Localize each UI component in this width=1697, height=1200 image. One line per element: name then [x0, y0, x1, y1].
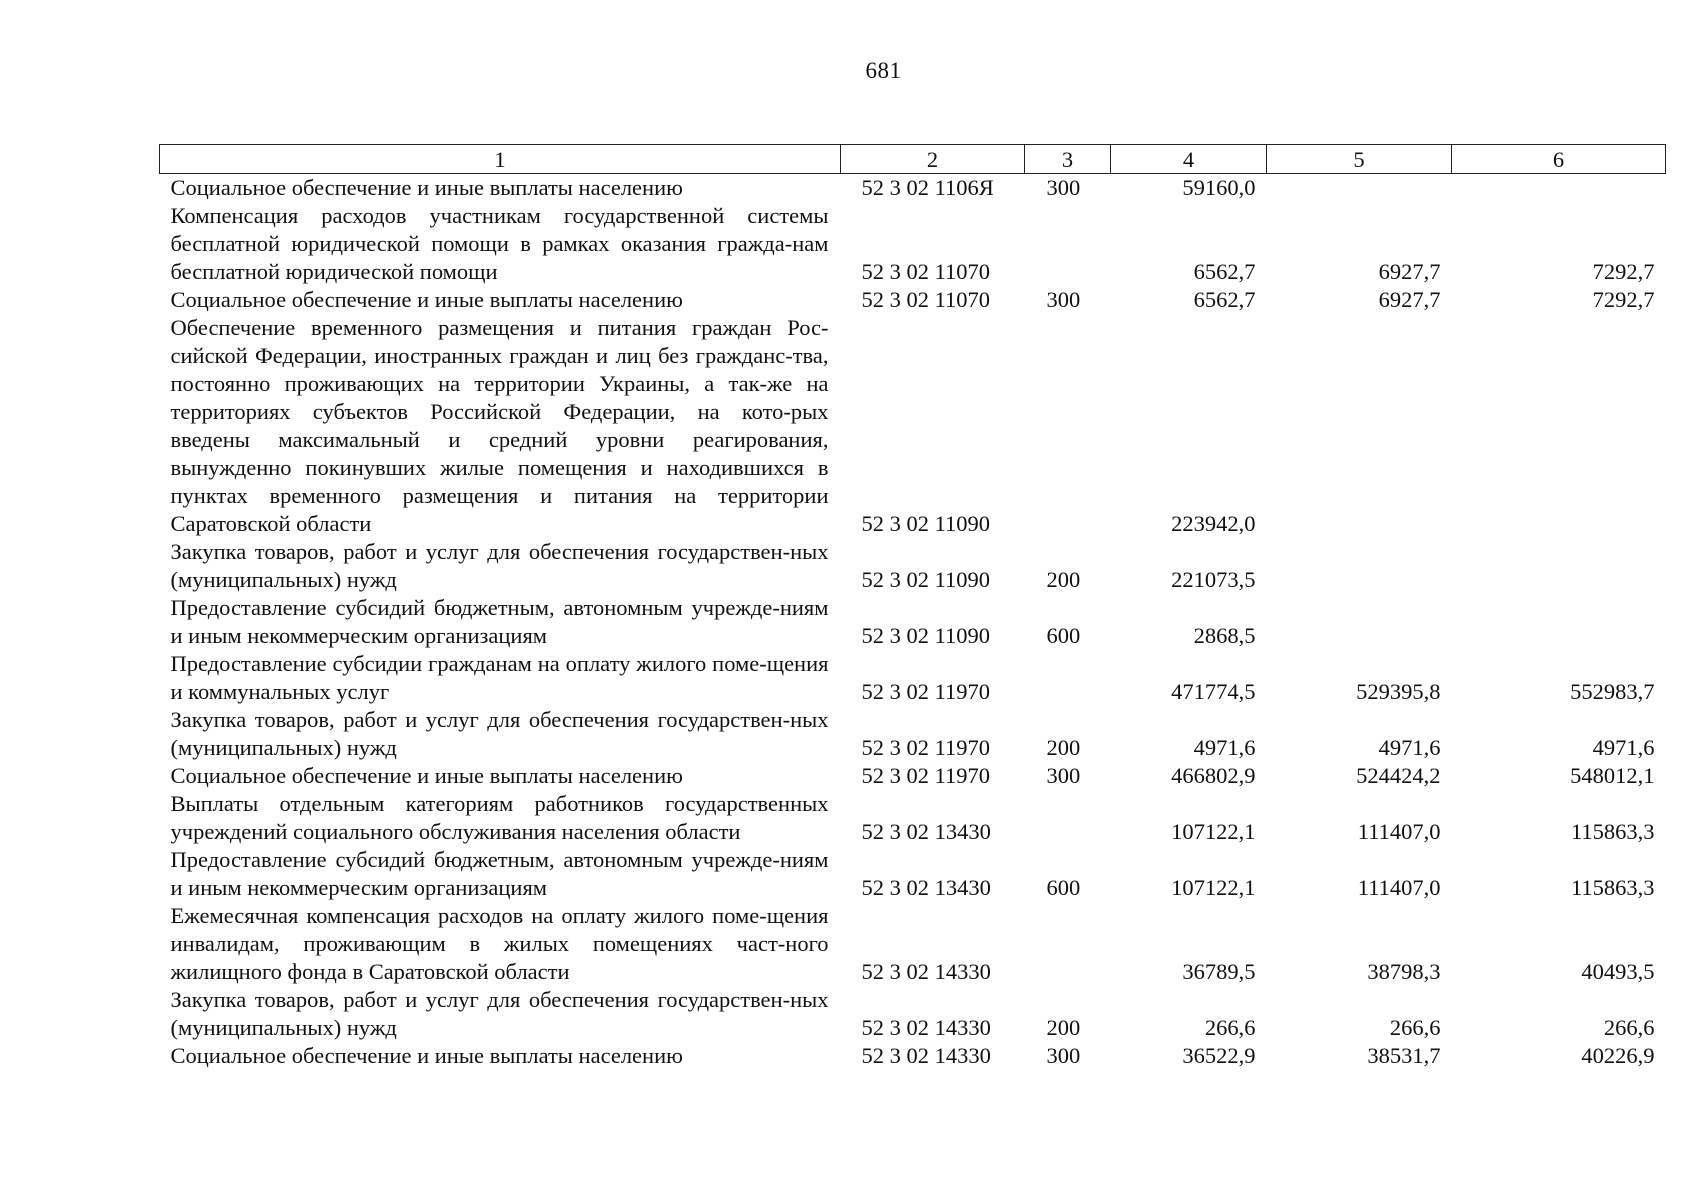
table-row	[160, 286, 1666, 314]
expense-type: 300	[1046, 287, 1081, 312]
amount-col-4: 471774,5	[1171, 679, 1256, 704]
amount-col-5: 111407,0	[1357, 819, 1441, 844]
amount-col-4: 6562,7	[1193, 287, 1256, 312]
target-code: 52 3 02 14330	[861, 959, 991, 984]
item-name: Социальное обеспечение и иные выплаты населению	[170, 287, 683, 312]
target-code: 52 3 02 11970	[861, 679, 991, 704]
amount-col-4: 107122,1	[1171, 875, 1256, 900]
table-row	[160, 986, 1666, 1042]
item-name: Социальное обеспечение и иные выплаты населению	[170, 763, 683, 788]
table-row	[160, 762, 1666, 790]
amount-col-5: 38531,7	[1367, 1043, 1441, 1068]
target-code: 52 3 02 14330	[861, 1015, 991, 1040]
amount-col-6: 7292,7	[1592, 287, 1655, 312]
table-row	[160, 650, 1666, 706]
amount-col-6: 40493,5	[1581, 959, 1655, 984]
amount-col-4: 36522,9	[1182, 1043, 1256, 1068]
expense-type: 300	[1046, 175, 1081, 200]
table-row	[160, 846, 1666, 902]
item-name: Предоставление субсидии гражданам на оплату жилого поме-щения и коммунальных услуг	[170, 651, 829, 704]
column-header-4: 4	[1111, 145, 1267, 174]
table-row	[160, 902, 1666, 986]
table-header	[160, 145, 1666, 174]
amount-col-6: 548012,1	[1570, 763, 1655, 788]
amount-col-6	[1452, 594, 1666, 650]
amount-col-5	[1267, 594, 1452, 650]
item-name: Выплаты отдельным категориям работников государственных учреждений социального обслуживания населения области	[170, 791, 829, 844]
amount-col-6: 266,6	[1603, 1015, 1655, 1040]
amount-col-5	[1267, 538, 1452, 594]
amount-col-4: 6562,7	[1193, 259, 1256, 284]
amount-col-6: 552983,7	[1570, 679, 1655, 704]
amount-col-6: 40226,9	[1581, 1043, 1655, 1068]
amount-col-6: 115863,3	[1570, 875, 1655, 900]
table-row	[160, 174, 1666, 203]
amount-col-6	[1452, 538, 1666, 594]
amount-col-4: 59160,0	[1182, 175, 1256, 200]
amount-col-6	[1452, 314, 1666, 538]
item-name: Предоставление субсидий бюджетным, автономным учрежде-ниям и иным некоммерческим организациям	[170, 847, 829, 900]
expense-type	[1025, 202, 1111, 286]
item-name: Предоставление субсидий бюджетным, автономным учрежде-ниям и иным некоммерческим организациям	[170, 595, 829, 648]
column-header-5: 5	[1267, 145, 1452, 174]
amount-col-5: 524424,2	[1356, 763, 1441, 788]
item-name: Закупка товаров, работ и услуг для обеспечения государствен-ных (муниципальных) нужд	[170, 707, 829, 760]
expense-type: 600	[1046, 623, 1081, 648]
amount-col-4: 466802,9	[1171, 763, 1256, 788]
target-code: 52 3 02 11970	[861, 763, 991, 788]
table-row	[160, 790, 1666, 846]
amount-col-6: 4971,6	[1592, 735, 1655, 760]
table-row	[160, 594, 1666, 650]
item-name: Ежемесячная компенсация расходов на оплату жилого поме-щения инвалидам, проживающим в жилых помещениях част-ного жилищного фонда в Саратовской области	[170, 903, 829, 984]
item-name: Социальное обеспечение и иные выплаты населению	[170, 175, 683, 200]
target-code: 52 3 02 11070	[861, 287, 991, 312]
amount-col-5	[1267, 174, 1452, 203]
expense-type: 300	[1046, 763, 1081, 788]
item-name: Закупка товаров, работ и услуг для обеспечения государствен-ных (муниципальных) нужд	[170, 987, 829, 1040]
item-name: Закупка товаров, работ и услуг для обеспечения государствен-ных (муниципальных) нужд	[170, 539, 829, 592]
item-name: Социальное обеспечение и иные выплаты населению	[170, 1043, 683, 1068]
expense-type	[1025, 650, 1111, 706]
amount-col-4: 4971,6	[1193, 735, 1256, 760]
expense-type: 200	[1046, 1015, 1081, 1040]
amount-col-4: 223942,0	[1171, 511, 1256, 536]
expense-type: 200	[1046, 735, 1081, 760]
column-header-3: 3	[1025, 145, 1111, 174]
expense-type	[1025, 314, 1111, 538]
header-row	[160, 145, 1666, 174]
amount-col-5: 529395,8	[1356, 679, 1441, 704]
table-row	[160, 706, 1666, 762]
target-code: 52 3 02 13430	[861, 875, 991, 900]
expense-type	[1025, 902, 1111, 986]
target-code: 52 3 02 14330	[861, 1043, 991, 1068]
target-code: 52 3 02 1106Я	[861, 175, 994, 200]
amount-col-5: 6927,7	[1378, 287, 1441, 312]
budget-table	[159, 144, 1666, 1070]
amount-col-4: 2868,5	[1193, 623, 1256, 648]
item-name: Компенсация расходов участникам государственной системы бесплатной юридической помощи в рамках оказания гражда-нам бесплатной юридической помощи	[170, 203, 829, 284]
table-row	[160, 538, 1666, 594]
target-code: 52 3 02 11090	[861, 511, 991, 536]
table-row	[160, 314, 1666, 538]
target-code: 52 3 02 11090	[861, 623, 991, 648]
amount-col-5: 38798,3	[1367, 959, 1441, 984]
target-code: 52 3 02 13430	[861, 819, 991, 844]
expense-type: 600	[1046, 875, 1081, 900]
expense-type: 300	[1046, 1043, 1081, 1068]
amount-col-6	[1452, 174, 1666, 203]
amount-col-4: 107122,1	[1171, 819, 1256, 844]
expense-type: 200	[1046, 567, 1081, 592]
amount-col-5	[1267, 314, 1452, 538]
amount-col-5: 6927,7	[1378, 259, 1441, 284]
table-body	[160, 174, 1666, 1071]
column-header-2: 2	[841, 145, 1025, 174]
table-row	[160, 1042, 1666, 1070]
expense-type	[1025, 790, 1111, 846]
amount-col-5: 266,6	[1389, 1015, 1441, 1040]
table-row	[160, 202, 1666, 286]
amount-col-6: 7292,7	[1592, 259, 1655, 284]
target-code: 52 3 02 11070	[861, 259, 991, 284]
amount-col-4: 36789,5	[1182, 959, 1256, 984]
page-number: 681	[865, 58, 902, 83]
amount-col-6: 115863,3	[1570, 819, 1655, 844]
amount-col-4: 266,6	[1204, 1015, 1256, 1040]
target-code: 52 3 02 11970	[861, 735, 991, 760]
column-header-1: 1	[160, 145, 841, 174]
item-name: Обеспечение временного размещения и питания граждан Рос-сийской Федерации, иностранных граждан и лиц без гражданс-тва, постоянно проживающих на территории Украины, а так-же на территориях субъектов Российской Федерации, на кото-рых введены максимальный и средний уровни реагирования, вынужденно покинувших жилые помещения и находившихся в пунктах временного размещения и питания на территории Саратовской области	[170, 315, 829, 536]
target-code: 52 3 02 11090	[861, 567, 991, 592]
amount-col-5: 4971,6	[1378, 735, 1441, 760]
amount-col-4: 221073,5	[1171, 567, 1256, 592]
amount-col-5: 111407,0	[1357, 875, 1441, 900]
column-header-6: 6	[1452, 145, 1666, 174]
